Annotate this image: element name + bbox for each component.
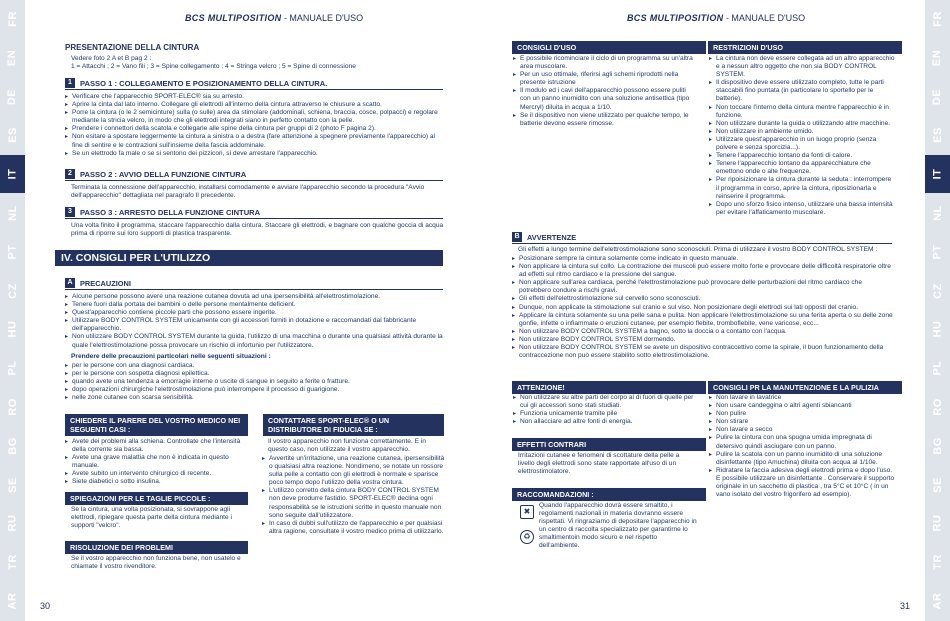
- avvertenze-title: AVVERTENZE: [527, 232, 577, 242]
- list-item: ▸ In caso di dubbi sull'utilizzo de l'apparecchio e per qualsiasi altra ragione, consultate il vostro medico prima di utilizzarlo.: [262, 520, 446, 536]
- list-item: ▸ Avete subito un intervento chirurgico di recente.: [65, 470, 248, 478]
- step2-number: 2: [65, 169, 75, 179]
- brand-name: BCS MULTIPOSITION: [185, 13, 282, 23]
- language-tab-label: NL: [6, 205, 19, 221]
- language-tab-fr[interactable]: [0, 0, 25, 38]
- effetti-heading: EFFETTI CONTRARI: [512, 438, 706, 451]
- list-item: ▸ Dopo uno sforzo fisico intenso, utilizzare una bassa intensità per evitare l'affaticamento muscolare.: [709, 201, 895, 217]
- list-item: ▸ La cintura non deve essere collegata ad un altro apparecchio e a nessun altro oggetto che non sia BODY CONTROL SYSTEM.: [709, 55, 895, 79]
- contattare-list: [262, 455, 446, 536]
- list-item: ▸ Non lavare a secco: [709, 426, 895, 434]
- language-tab-label: SE: [931, 476, 944, 493]
- list-item: ▸ L'utilizzo corretto della cintura BODY CONTROL SYSTEM non deve produrre fastidio. SPORT-ELEC® declina ogni responsabilità se le istruzioni scritte in questo manuale non sono seguite dall'utilizzatore.: [262, 487, 446, 519]
- step2-heading: [65, 168, 443, 181]
- step2-title: PASSO 2 : AVVIO DELLA FUNZIONE CINTURA: [80, 169, 247, 179]
- list-item: ▸ Il dispositivo deve essere utilizzato completo, tutte le parti staccabili fino puntata (in particolare lo sportello per le batterie).: [709, 79, 895, 103]
- list-item: ▸ Utilizzare BODY CONTROL SYSTEM unicamente con gli accessori forniti in dotazione e raccomandati dal fabbricante dell'apparecchio.: [65, 317, 445, 333]
- language-tab-es[interactable]: [0, 116, 25, 154]
- list-item: ▸ Non allacciare ad altre fonti di energia.: [513, 418, 695, 426]
- recycle-icon: ♻: [520, 530, 534, 544]
- language-tab-bg[interactable]: [925, 427, 950, 465]
- list-item: ▸ Tenere l'apparecchio lontano da fonti di calore.: [709, 152, 895, 160]
- avvertenze-letter: B: [512, 232, 522, 242]
- step1-title: PASSO 1 : COLLEGAMENTO E POSIZIONAMENTO DELLA CINTURA.: [80, 78, 328, 88]
- language-tab-cz[interactable]: [925, 272, 950, 310]
- language-tab-label: PT: [6, 244, 19, 260]
- list-item: ▸ Verificare che l'apparecchio SPORT-ELEC® sia su arresto.: [65, 93, 445, 101]
- precauzioni-list: [65, 293, 445, 350]
- list-item: ▸ Non stirare: [709, 418, 895, 426]
- risoluzione-heading: RISOLUZIONE DEI PROBLEMI: [65, 541, 248, 554]
- list-item: ▸ E possibile ricominciare il ciclo di un programma su un'altra area muscolare.: [513, 55, 695, 71]
- language-tab-label: FR: [6, 11, 19, 27]
- page-number-left: 30: [40, 601, 51, 611]
- list-item: ▸ per le persone con sospetta diagnosi epilettica.: [65, 370, 445, 378]
- language-tab-label: PL: [931, 360, 944, 376]
- language-tab-ro[interactable]: [0, 388, 25, 426]
- language-tab-label: RO: [931, 398, 944, 416]
- language-tab-label: SE: [6, 476, 19, 493]
- manual-label: - MANUALE D'USO: [281, 13, 364, 23]
- list-item: ▸ Quest'apparecchio contiene piccole parti che possono essere ingerite.: [65, 309, 445, 317]
- avvertenze-list: [512, 255, 894, 360]
- page-header-left: [185, 13, 363, 23]
- medico-heading: CHIEDERE IL PARERE DEL VOSTRO MEDICO NEI SEGUENTI CASI :: [65, 414, 248, 436]
- language-tab-label: IT: [931, 168, 944, 180]
- list-item: ▸ Non applicare sull'area cardiaca, perché l'elettrostimolazione può provocare delle perturbazioni del ritmo cardiaco che potrebbero condure a rischi gravi.: [512, 279, 894, 295]
- list-item: ▸ nelle zone cutanee con scarsa sensibilità.: [65, 394, 445, 402]
- language-tab-pt[interactable]: [0, 233, 25, 271]
- list-item: ▸ Non usare candeggina o altri agenti sbiancanti: [709, 402, 895, 410]
- list-item: ▸ Non applicare la cintura sul collo. La contrazione dei muscoli può essere molto forte e provocare delle difficoltà respiratorie oltre ad effetti sul ritmo cardiaco e la pressione del sangue.: [512, 263, 894, 279]
- list-item: ▸ Non utilizzare BODY CONTROL SYSTEM a bagno, sotto la doccia o a contatto con l'acqua.: [512, 328, 894, 336]
- presentazione-text: [71, 55, 441, 71]
- language-tabs-right: [925, 0, 950, 621]
- language-tab-label: EN: [931, 49, 944, 66]
- language-tab-en[interactable]: [925, 39, 950, 77]
- language-tab-label: PT: [931, 244, 944, 260]
- language-tab-label: CZ: [6, 282, 19, 299]
- language-tab-label: AR: [6, 592, 19, 610]
- language-tab-label: DE: [931, 88, 944, 105]
- language-tab-tr[interactable]: [0, 543, 25, 581]
- list-item: ▸ Se un elettrodo fa male o se si sentono dei pizzicori, si deve arrestare l'apparecchio.: [65, 150, 445, 158]
- language-tab-label: EN: [6, 49, 19, 66]
- language-tab-nl[interactable]: [0, 194, 25, 232]
- language-tab-label: NL: [931, 205, 944, 221]
- language-tab-hu[interactable]: [0, 310, 25, 348]
- language-tab-de[interactable]: [0, 78, 25, 116]
- presentazione-line: 1 = Attacchi ; 2 = Vano fili ; 3 = Spine collegamento ; 4 = Stringa velcro ; 5 = Spine di connessione: [71, 63, 356, 71]
- list-item: ▸ Non utilizzare BODY CONTROL SYSTEM durante la guida, l'utilizzo di una macchina o durante una qualsiasi attività durante la quale l'elettrostimolazione possa provocare un rischio di infortunio per l'utilizzatore.: [65, 333, 445, 349]
- presentazione-line: Vedere foto 2 A et B pag 2 :: [71, 55, 152, 62]
- language-tab-label: FR: [931, 11, 944, 27]
- waste-bin-icon: ✖: [520, 505, 534, 519]
- list-item: ▸ Dunque, non applicate la stimolazione sul cranio e sul viso. Non posizionare degli elettrodi sui lati opposti del cranio.: [512, 304, 894, 312]
- language-tab-label: TR: [931, 554, 944, 571]
- step3-title: PASSO 3 : ARRESTO DELLA FUNZIONE CINTURA: [80, 207, 261, 217]
- language-tab-ar[interactable]: [925, 582, 950, 620]
- language-tab-tr[interactable]: [925, 543, 950, 581]
- list-item: ▸ Gli effetti dell'elettrostimolazione sul cervello sono sconosciuti.: [512, 295, 894, 303]
- language-tab-ro[interactable]: [925, 388, 950, 426]
- list-item: ▸ Posizionare sempre la cintura solamente come indicato in questo manuale.: [512, 255, 894, 263]
- language-tab-en[interactable]: [0, 39, 25, 77]
- language-tab-label: TR: [6, 554, 19, 571]
- avvertenze-heading: [512, 231, 892, 244]
- language-tab-es[interactable]: [925, 116, 950, 154]
- effetti-text: Irritazioni cutanee e fenomeni di scottature della pelle a livello degli elettrodi sono state rapportate all'uso di un elettrostimolatore.: [518, 452, 680, 476]
- list-item: ▸ per le persone con una diagnosi cardiaca.: [65, 362, 445, 370]
- consigli-heading: CONSIGLI D'USO: [512, 41, 706, 54]
- language-tab-label: RO: [6, 398, 19, 416]
- medico-list: [65, 438, 248, 487]
- language-tab-ru[interactable]: [925, 504, 950, 542]
- list-item: ▸ Non utilizzare durante la guida o utilizzando altre macchine.: [709, 120, 895, 128]
- list-item: ▸ Tenere l'apparecchio lontano da apparecchiature che emettono onde o alte frequenze.: [709, 160, 895, 176]
- raccomandazioni-heading: RACCOMANDAZIONI :: [512, 488, 706, 501]
- contattare-heading: CONTATTARE SPORT-ELEC® O UN DISTRIBUTORE DI FIDUCIA SE :: [263, 414, 444, 436]
- language-tab-ru[interactable]: [0, 504, 25, 542]
- list-item: ▸ Pulire la cintura con una spugna umida impregnata di detersivo quindi asciugare con un panno.: [709, 434, 895, 450]
- raccomandazioni-text: Quando l'apparecchio dovrà essere smaltito, i regolamenti nazionali in materia dovranno essere rispettati. Vi ringraziamo di depositare l'apparecchio in un centro di raccolta specializzato per garantirne lo smaltimentoin modo sicuro e nel rispetto dell'ambiente.: [539, 502, 697, 550]
- step2-text: Terminata la connessione dell'apparecchio, installarsi comodamente e avviare l'apparecchio secondo la procedura "Avvio dell'apparecchio" dettagliata nel paragrafo Il precedente.: [71, 184, 425, 200]
- language-tab-bg[interactable]: [0, 427, 25, 465]
- list-item: ▸ Per ripoisizionare la cintura durante la seduta : interrompere il programma in corso, aprire la cintura, riposizionarla e reinserire il programma.: [709, 176, 895, 200]
- language-tab-pl[interactable]: [925, 349, 950, 387]
- language-tab-label: PL: [6, 360, 19, 376]
- page-number-right: 31: [900, 601, 911, 611]
- language-tab-label: DE: [6, 88, 19, 105]
- restrizioni-heading: RESTRIZIONI D'USO: [708, 41, 902, 54]
- precauzioni-title: PRECAUZIONI: [80, 278, 131, 288]
- precauzioni-letter: A: [65, 278, 75, 288]
- list-item: ▸ Non utilizzare in ambiente umido.: [709, 128, 895, 136]
- list-item: ▸ Prendere i connettori della scatola e collegarle alle spine della cintura per gruppi di 2 (photo F pagina 2).: [65, 125, 445, 133]
- list-item: ▸ Non esitare a spostare leggermente la cintura a sinistra o a destra (fare attenzione a spegnere previamente l'apparecchio) al fine di sentire e le contrazioni sull'insieme della fascia addominale.: [65, 133, 445, 149]
- manutenzione-heading: CONSIGLI PR LA MANUTENZIONE E LA PULIZIA: [708, 381, 902, 394]
- list-item: ▸ Alcune persone possono avere una reazione cutanea dovuta ad una ipersensibilità all'elettrostimolazione.: [65, 293, 445, 301]
- attenzione-heading: ATTENZIONE!: [512, 381, 706, 394]
- language-tab-label: HU: [6, 320, 19, 338]
- precauzioni-list2: [65, 362, 445, 402]
- language-tab-label: RU: [931, 514, 944, 532]
- language-tab-it[interactable]: [925, 155, 950, 193]
- list-item: ▸ Tenere fuori dalla portata dei bambini o delle persone mentalmente deficient.: [65, 301, 445, 309]
- section-title: IV. CONSIGLI PER L'UTILIZZO: [55, 250, 443, 266]
- language-tab-cz[interactable]: [0, 272, 25, 310]
- language-tab-hu[interactable]: [925, 310, 950, 348]
- step1-heading: [65, 77, 443, 90]
- consigli-list: [513, 55, 695, 128]
- language-tab-se[interactable]: [925, 466, 950, 504]
- brand-name: BCS MULTIPOSITION: [627, 13, 724, 23]
- step3-number: 3: [65, 207, 75, 217]
- list-item: ▸ Utilizzare quest'apparecchio in un luogo proprio (senza polvere e senza sporcizia...).: [709, 136, 895, 152]
- language-tab-label: ES: [6, 127, 19, 144]
- list-item: ▸ Per un uso ottimale, riferirsi agli schemi riprodotti nella presente istruzione: [513, 71, 695, 87]
- list-item: ▸ quando avete una tendenza a emorragie interne o uscite di sangue in seguito a ferite o fratture.: [65, 378, 445, 386]
- list-item: ▸ Non pulire: [709, 410, 895, 418]
- precauzioni-heading: [65, 277, 443, 290]
- taglie-text: Se la cintura, una volta posizionata, si sovrappone agli elettrodi, ripiegare questa parte della cintura mediante i supporti "velcro".: [71, 506, 232, 530]
- avvertenze-intro: Gli effetti a lungo termine dell'elettrostimolazione sono sconosciuti. Prima di utilizzare il vostro BODY CONTROL SYSTEM :: [518, 246, 878, 253]
- list-item: ▸ Il modulo ed i cavi dell'apparecchio possono essere puliti con un panno inumidito con una soluzione antisettica (tipo Mercryl) diluita in acqua a 1/10.: [513, 87, 695, 111]
- language-tabs-left: [0, 0, 25, 621]
- contattare-text: Il vostro apparecchio non funziona correttamente. E in questo caso, non utilizzate il vostro apparecchio.: [268, 438, 426, 454]
- language-tab-pt[interactable]: [925, 233, 950, 271]
- language-tab-pl[interactable]: [0, 349, 25, 387]
- list-item: ▸ Siete diabetici o sotto insulina.: [65, 478, 248, 486]
- manutenzione-list: [709, 394, 895, 499]
- list-item: ▸ Avvertite un'irritazione, una reazione cutanea, ipersensibilità o qualsiasi altra reazione. Nondimeno, se notate un rossore sulla pelle a contatto con gli elettrodi è normale e sparisce poco tempo dopo l'utilizzo della vostra cintura.: [262, 455, 446, 487]
- restrizioni-list: [709, 55, 895, 217]
- list-item: ▸ Funziona unicamente tramite pile: [513, 410, 695, 418]
- list-item: ▸ Non utilizzare BODY CONTROL SYSTEM se avete un dispositivo contraccettivo come la spirale, il buon funzionamento della contraccezione non può essere stabilito sotto elettrostimolazione.: [512, 344, 894, 360]
- attenzione-list: [513, 394, 695, 426]
- page-header-right: [627, 13, 805, 23]
- list-item: ▸ Aprire la cinta dal lato interno. Collegare gli elettrodi all'interno della cintura attraverso le chiusure a scatto.: [65, 101, 445, 109]
- language-tab-de[interactable]: [925, 78, 950, 116]
- list-item: ▸ Avete una grave malattia che non è indicata in questo manuale.: [65, 454, 248, 470]
- list-item: ▸ Non utilizzare BODY CONTROL SYSTEM dormendo.: [512, 336, 894, 344]
- list-item: ▸ Non toccare l'interno della cintura mentre l'apparecchio è in funzione.: [709, 104, 895, 120]
- manual-label: - MANUALE D'USO: [723, 13, 806, 23]
- risoluzione-text: Se il vostro apparecchio non funziona bene, non usatelo e chiamate il vostro rivenditore.: [71, 555, 241, 571]
- language-tab-ar[interactable]: [0, 582, 25, 620]
- list-item: ▸ Non lavare in lavatrice: [709, 394, 895, 402]
- language-tab-label: CZ: [931, 282, 944, 299]
- language-tab-it[interactable]: [0, 155, 25, 193]
- taglie-heading: SPIEGAZIONI PER LE TAGLIE PICCOLE :: [65, 492, 248, 505]
- language-tab-label: RU: [6, 514, 19, 532]
- list-item: ▸ Ridratare la faccia adesiva degli elettrodi prima e dopo l'uso. E possibile utilizzare un disinfettante . Conservare il supporto originale in un sacchetto di plastica , tra 5°C et 10°C ( in un vano isolato del vostro frigorifero ad esempio).: [709, 467, 895, 499]
- step3-text: Una volta finito il programma, staccare l'apparecchio dalla cintura. Staccare gli elettrodi, e bagnare con qualche goccia di acqua prima di riporre sui loro supporti di plastica trasparente.: [71, 222, 444, 238]
- list-item: ▸ Porre la cintura (o le 2 semicinture) sulla (o sulle) area da stimolare (addominali, schiena, braccia, cosce, polpacci) e regolare mediante la stricia velcro, in modo che gli elettrodi integrati siano in perfetto contatto con la pelle.: [65, 109, 445, 125]
- language-tab-label: AR: [931, 592, 944, 610]
- step1-number: 1: [65, 78, 75, 88]
- language-tab-fr[interactable]: [925, 0, 950, 38]
- list-item: ▸ Non utilizzare su altre parti del corpo al di fuori di quelle per cui gli accessori sono stati studiati.: [513, 394, 695, 410]
- presentazione-title: PRESENTAZIONE DELLA CINTURA: [65, 43, 200, 52]
- list-item: ▸ Avete dei problemi alla schiena. Controllate che l'intensità della corrente sia bassa.: [65, 438, 248, 454]
- list-item: ▸ Se il dispositivo non viene utilizzato per qualche tempo, le batterie devono essere rimosse.: [513, 112, 695, 128]
- step1-list: [65, 93, 445, 158]
- language-tab-label: BG: [6, 437, 19, 455]
- language-tab-label: IT: [6, 168, 19, 180]
- step3-heading: [65, 206, 443, 219]
- language-tab-nl[interactable]: [925, 194, 950, 232]
- list-item: ▸ dopo operazioni chirurgiche l'elettrostimolazione può interrompere il processo di guarigione.: [65, 386, 445, 394]
- precauzioni-bold: Prendere delle precauzioni particolari nelle seguenti situazioni :: [71, 353, 271, 360]
- language-tab-label: ES: [931, 127, 944, 144]
- language-tab-se[interactable]: [0, 466, 25, 504]
- language-tab-label: HU: [931, 320, 944, 338]
- list-item: ▸ Applicare la cintura solamente su una pelle sana e pulita. Non applicare l'elettrostimolazione su una ferita aperta o su delle zone gonfie, infette o infiammate o eruzioni cutanee, per esempio flebite, tromboflebite, vene varicose, ecc...: [512, 312, 894, 328]
- list-item: ▸ Pulire la scatola con un panno inumidito di una soluzione disinfettante (tipo Amuchina) diluita con acqua al 1/10e.: [709, 451, 895, 467]
- language-tab-label: BG: [931, 437, 944, 455]
